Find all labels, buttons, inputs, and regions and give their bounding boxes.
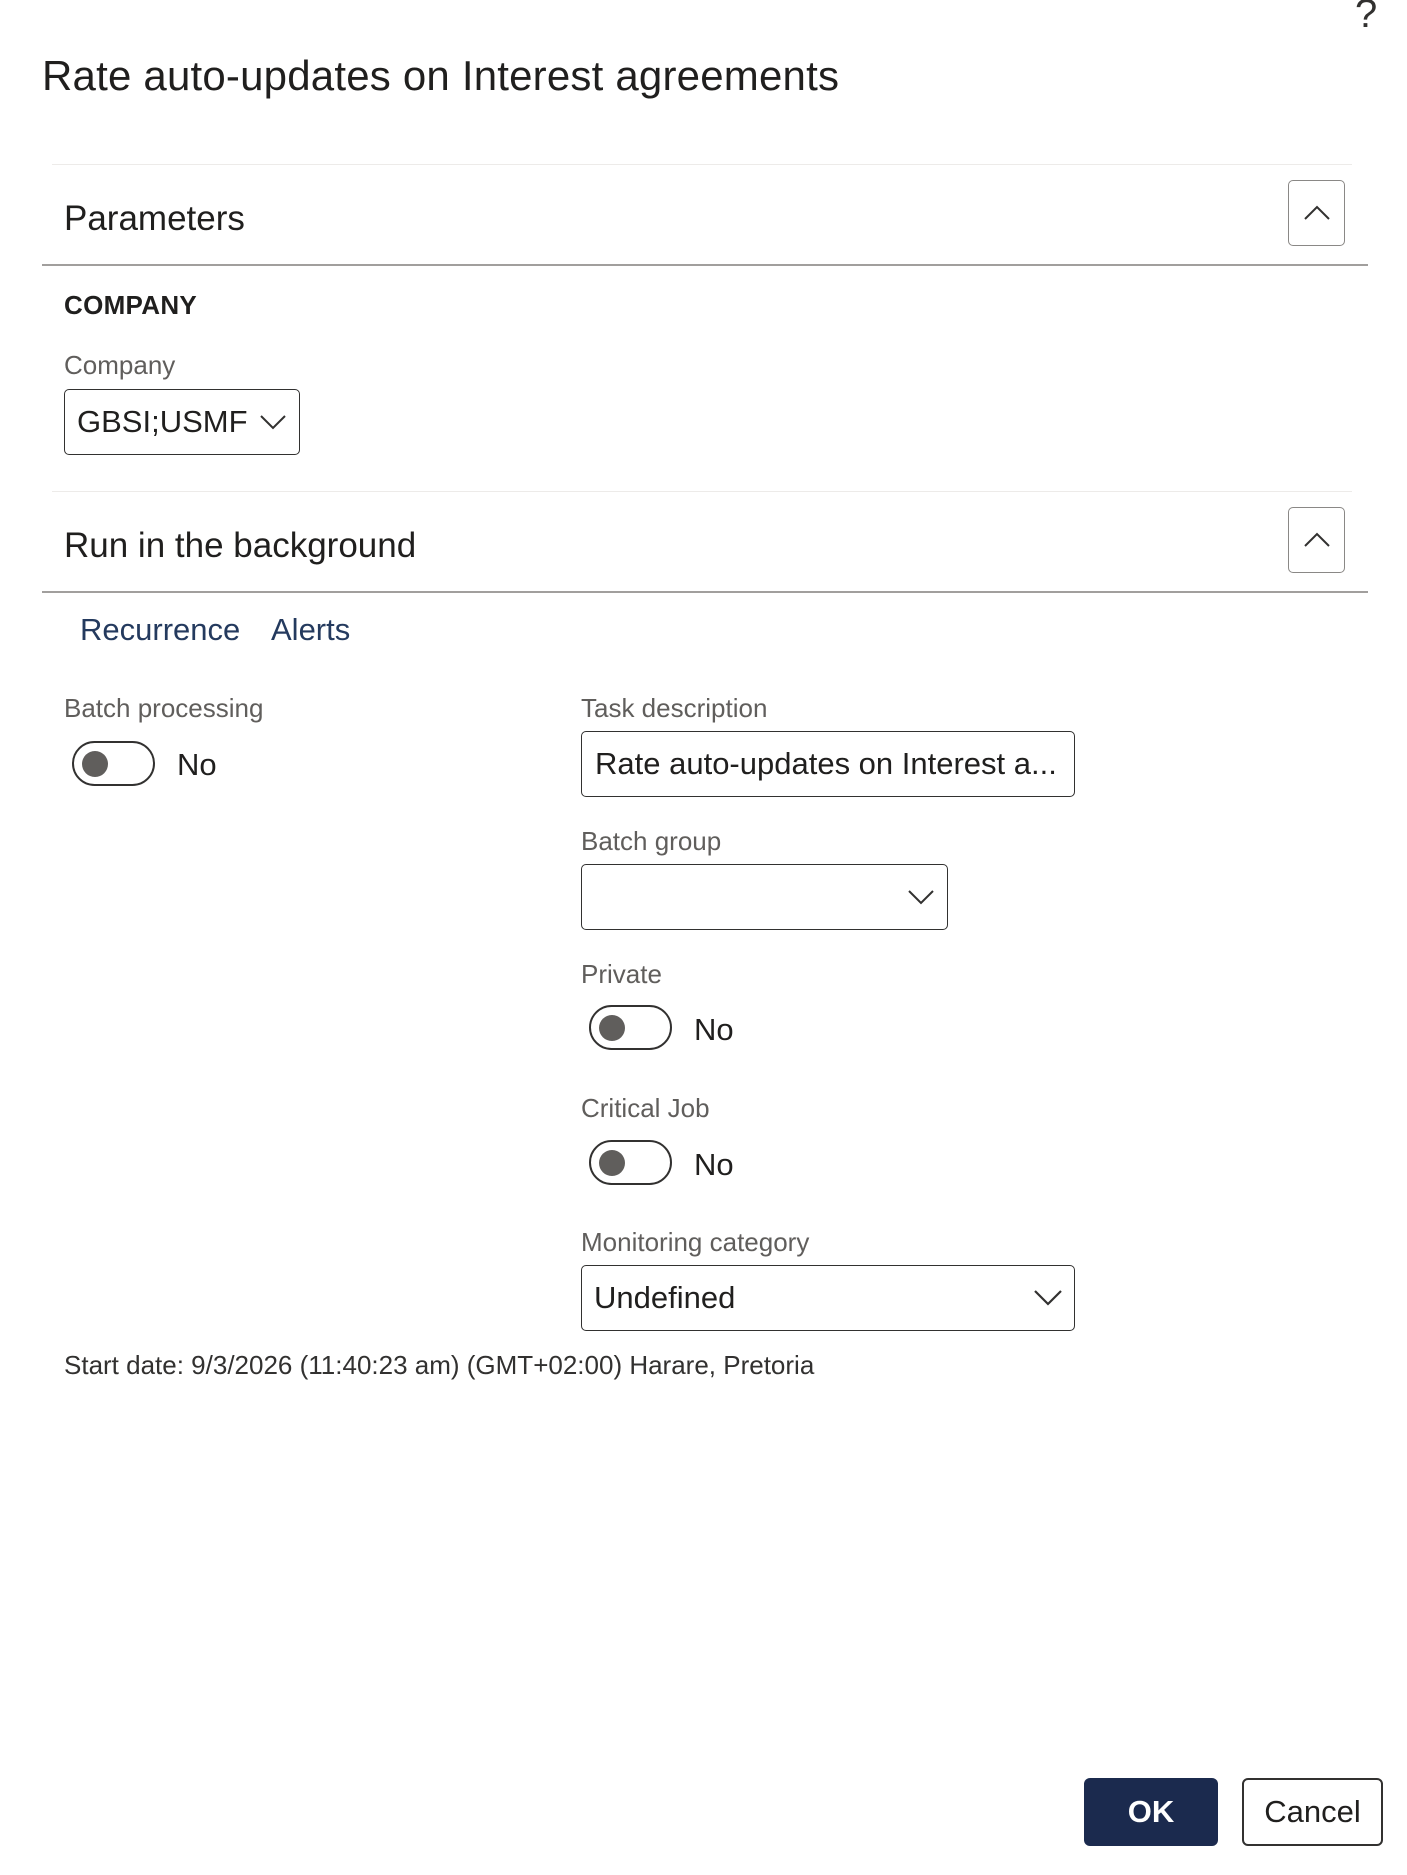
private-state: No (694, 1012, 734, 1047)
batch-processing-toggle[interactable] (72, 741, 155, 786)
batch-group-dropdown[interactable] (581, 864, 948, 930)
chevron-down-icon (1033, 1289, 1063, 1307)
background-section-title[interactable]: Run in the background (64, 526, 417, 565)
parameters-collapse-button[interactable] (1288, 180, 1345, 246)
chevron-down-icon (259, 414, 287, 430)
chevron-up-icon (1303, 205, 1331, 221)
task-description-label: Task description (581, 693, 768, 723)
batch-group-label: Batch group (581, 826, 722, 856)
dialog-title: Rate auto-updates on Interest agreements (42, 52, 840, 99)
batch-processing-label: Batch processing (64, 693, 264, 723)
tab-recurrence[interactable]: Recurrence (80, 612, 241, 647)
toggle-knob (82, 751, 108, 777)
company-label: Company (64, 350, 176, 380)
section-divider (52, 164, 1352, 165)
company-value: GBSI;USMF (77, 404, 248, 439)
monitoring-category-dropdown[interactable] (581, 1265, 1075, 1331)
section-rule (42, 591, 1368, 593)
help-icon[interactable]: ? (1355, 0, 1378, 36)
section-divider (52, 491, 1352, 492)
cancel-button[interactable]: Cancel (1242, 1778, 1383, 1846)
toggle-knob (599, 1015, 625, 1041)
start-date-text: Start date: 9/3/2026 (11:40:23 am) (GMT+02:00) Harare, Pretoria (64, 1350, 815, 1380)
company-dropdown[interactable] (64, 389, 300, 455)
background-collapse-button[interactable] (1288, 507, 1345, 573)
section-rule (42, 264, 1368, 266)
private-label: Private (581, 959, 662, 989)
toggle-knob (599, 1150, 625, 1176)
chevron-up-icon (1303, 532, 1331, 548)
batch-processing-state: No (177, 747, 217, 782)
monitoring-category-label: Monitoring category (581, 1227, 810, 1257)
private-toggle[interactable] (589, 1005, 672, 1050)
critical-job-state: No (694, 1147, 734, 1182)
task-description-value: Rate auto-updates on Interest a... (595, 746, 1057, 781)
tab-alerts[interactable]: Alerts (271, 612, 351, 647)
monitoring-category-value: Undefined (594, 1280, 736, 1315)
company-group-caption: COMPANY (64, 290, 198, 320)
chevron-down-icon (907, 889, 935, 905)
critical-job-toggle[interactable] (589, 1140, 672, 1185)
critical-job-label: Critical Job (581, 1093, 710, 1123)
ok-button[interactable]: OK (1084, 1778, 1218, 1846)
parameters-section-title[interactable]: Parameters (64, 199, 245, 238)
task-description-input[interactable] (581, 731, 1075, 797)
